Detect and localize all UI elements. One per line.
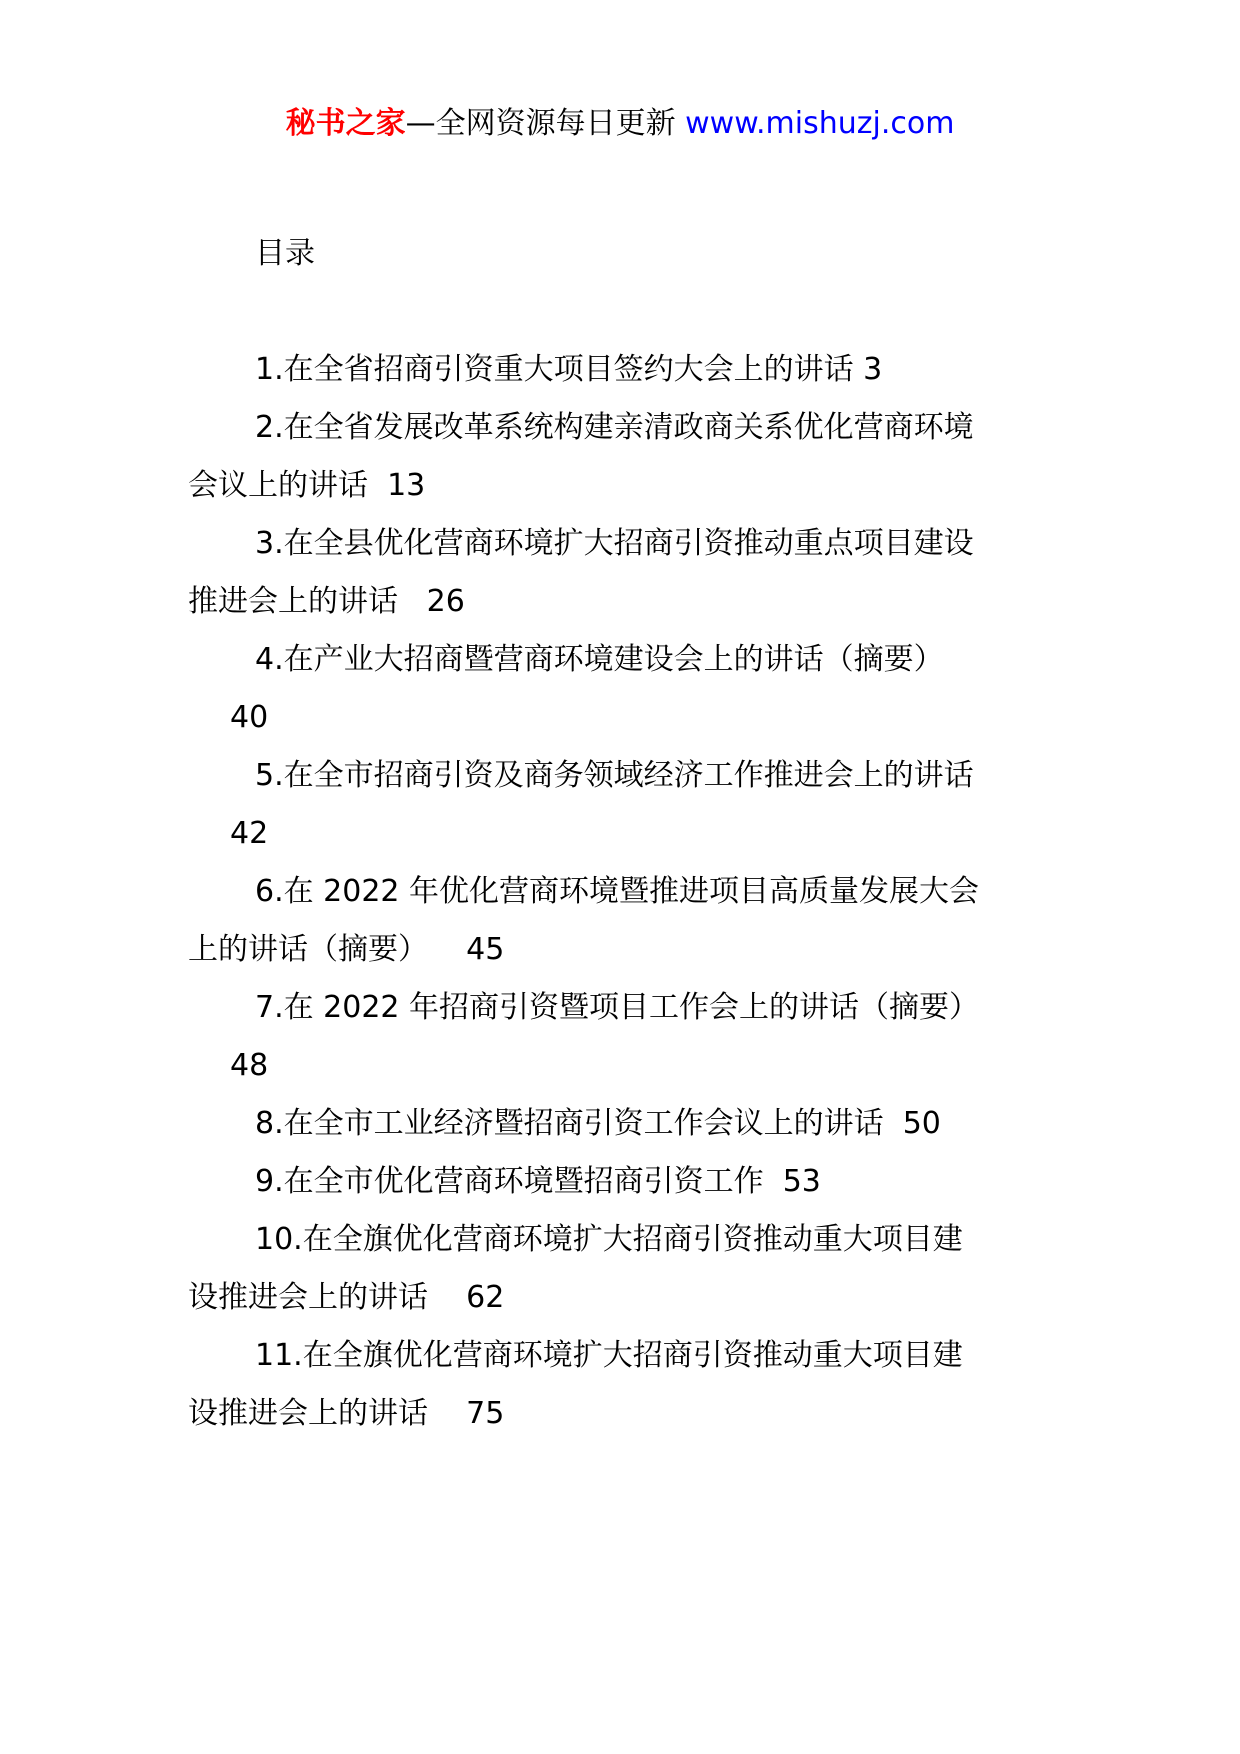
toc-entry-11[interactable]: 11.在全旗优化营商环境扩大招商引资推动重大项目建 [255, 1338, 963, 1373]
toc-entry-4-page[interactable]: 40 [230, 700, 269, 735]
toc-entry-2-cont[interactable]: 会议上的讲话 13 [188, 468, 426, 503]
page-header [0, 102, 1240, 146]
toc-entry-3[interactable]: 3.在全县优化营商环境扩大招商引资推动重点项目建设 [255, 526, 974, 561]
toc-entry-6-cont[interactable]: 上的讲话（摘要） 45 [188, 932, 505, 967]
toc-entry-8[interactable]: 8.在全市工业经济暨招商引资工作会议上的讲话 50 [255, 1106, 941, 1141]
website-link[interactable]: www.mishuzj.com [685, 106, 955, 141]
toc-entry-11-cont[interactable]: 设推进会上的讲话 75 [188, 1396, 505, 1431]
toc-entry-7-page[interactable]: 48 [230, 1048, 269, 1083]
toc-title: 目录 [255, 236, 315, 271]
toc-entry-10-cont[interactable]: 设推进会上的讲话 62 [188, 1280, 505, 1315]
header-tagline: —全网资源每日更新 [405, 106, 676, 141]
toc-entry-10[interactable]: 10.在全旗优化营商环境扩大招商引资推动重大项目建 [255, 1222, 963, 1257]
toc-entry-5-page[interactable]: 42 [230, 816, 269, 851]
toc-entry-3-cont[interactable]: 推进会上的讲话 26 [188, 584, 465, 619]
toc-entry-5[interactable]: 5.在全市招商引资及商务领域经济工作推进会上的讲话 [255, 758, 974, 793]
toc-entry-7[interactable]: 7.在 2022 年招商引资暨项目工作会上的讲话（摘要） [255, 990, 980, 1025]
toc-entry-9[interactable]: 9.在全市优化营商环境暨招商引资工作 53 [255, 1164, 821, 1199]
toc-entry-6[interactable]: 6.在 2022 年优化营商环境暨推进项目高质量发展大会 [255, 874, 980, 909]
brand-name: 秘书之家 [285, 106, 406, 141]
toc-entry-1[interactable]: 1.在全省招商引资重大项目签约大会上的讲话 3 [255, 352, 883, 387]
toc-entry-4[interactable]: 4.在产业大招商暨营商环境建设会上的讲话（摘要） [255, 642, 944, 677]
toc-entry-2[interactable]: 2.在全省发展改革系统构建亲清政商关系优化营商环境 [255, 410, 974, 445]
